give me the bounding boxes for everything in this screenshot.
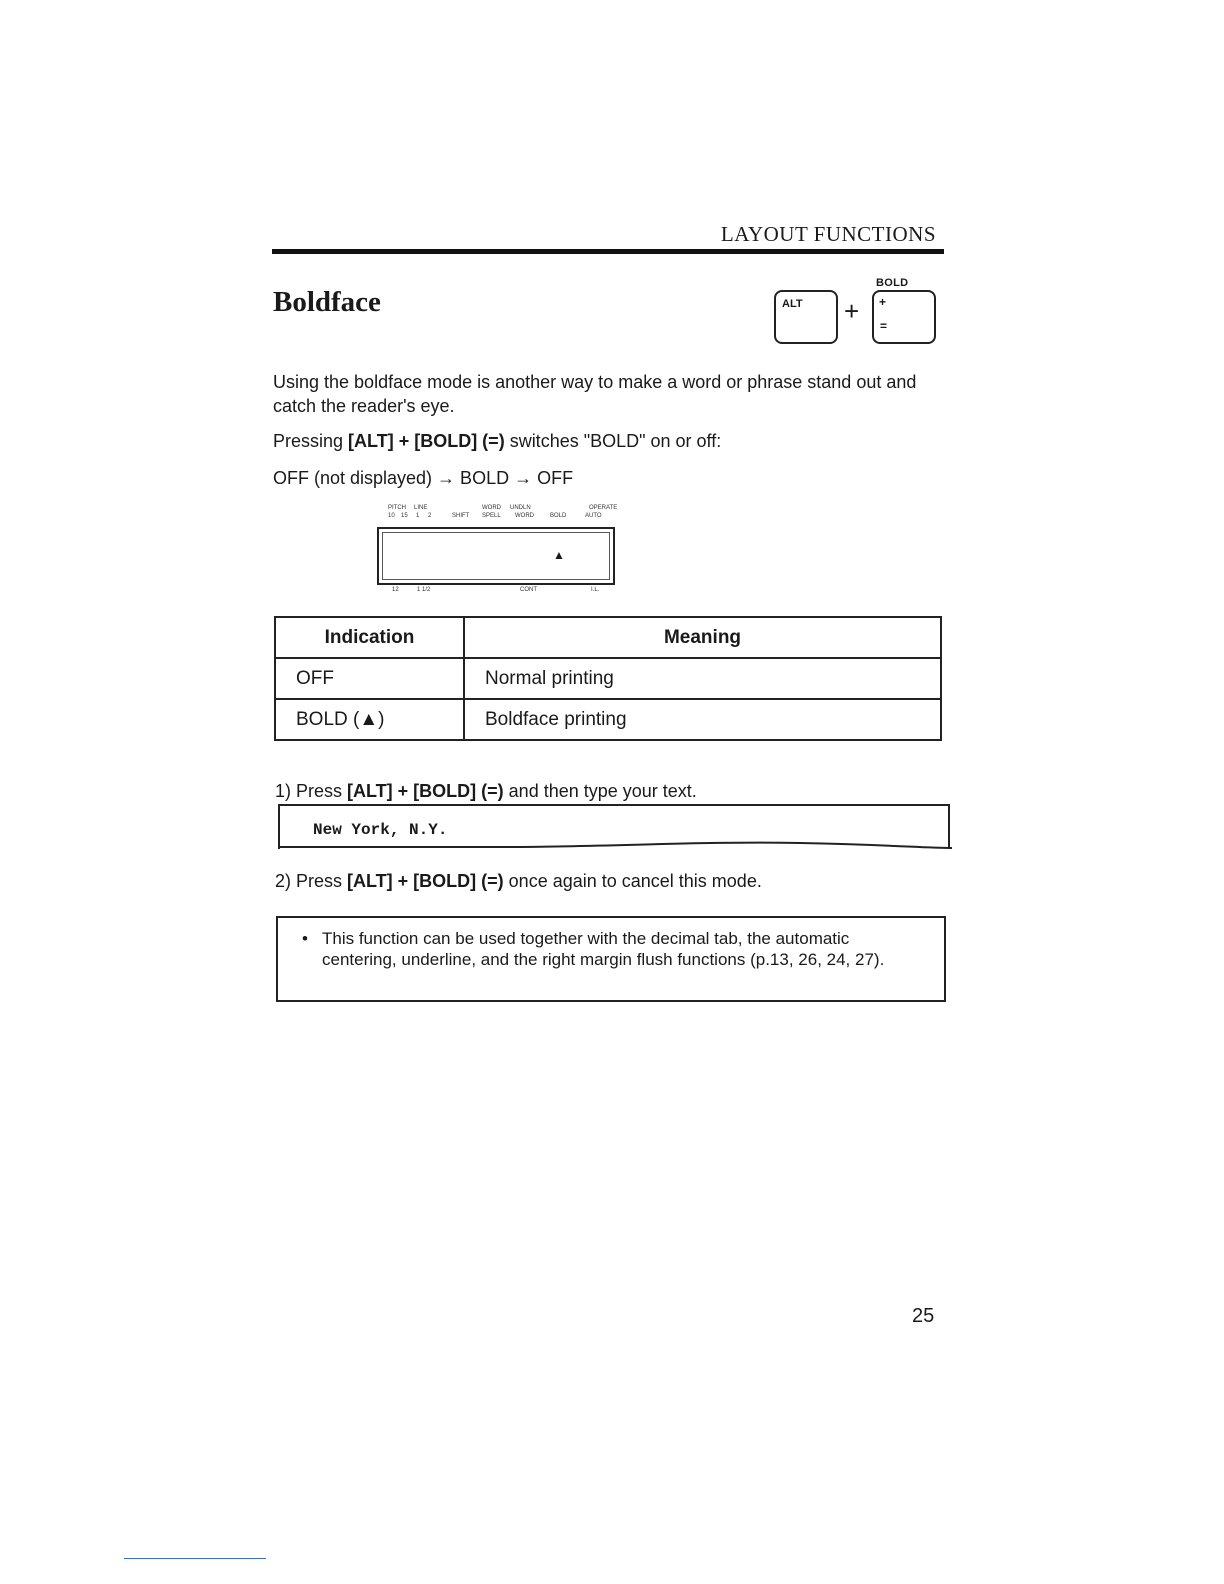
step-2	[275, 869, 762, 893]
note-text: This function can be used together with the decimal tab, the automatic centering, underline, and the right margin flush functions (p.13, 26, 24, 27).	[322, 929, 885, 969]
lcd-label-word2: WORD	[515, 513, 534, 519]
lcd-label-word: WORD	[482, 505, 501, 511]
lcd-screen	[377, 527, 615, 585]
bold-indicator-marker-icon: ▲	[553, 548, 565, 562]
lcd-screen-inner	[382, 532, 610, 580]
pressing-prefix: Pressing	[273, 431, 349, 451]
header-rule	[272, 249, 944, 254]
lcd-label-spell: SPELL	[482, 513, 501, 519]
note-box	[276, 916, 946, 1002]
step-1-keys: [ALT] + [BOLD] (=)	[347, 781, 504, 801]
intro-paragraph: Using the boldface mode is another way to make a word or phrase stand out and catch the reader's eye.	[273, 372, 917, 416]
lcd-label-1: 1	[416, 513, 420, 519]
example-torn-edge	[280, 839, 952, 849]
alt-key-icon	[774, 290, 838, 344]
bullet-icon: •	[302, 929, 308, 948]
lcd-label-il: I.L.	[591, 587, 600, 593]
table-cell-meaning: Boldface printing	[464, 699, 941, 740]
lcd-display-diagram	[370, 503, 620, 599]
bold-key-icon	[872, 290, 936, 344]
section-header: LAYOUT FUNCTIONS	[720, 222, 936, 246]
lcd-label-cont: CONT	[520, 587, 537, 593]
page-number: 25	[912, 1305, 935, 1327]
lcd-label-pitch: PITCH	[388, 505, 406, 511]
footer-line	[124, 1558, 266, 1559]
plus-sign: +	[844, 296, 860, 326]
table-cell-indication: BOLD (▲)	[275, 699, 464, 740]
lcd-label-operate: OPERATE	[589, 505, 618, 511]
lcd-label-auto: AUTO	[585, 513, 602, 519]
page-title: Boldface	[273, 286, 381, 318]
lcd-label-15: 15	[401, 513, 408, 519]
table-header-indication: Indication	[275, 617, 464, 658]
alt-key-label: ALT	[782, 298, 803, 310]
table-cell-indication: OFF	[275, 658, 464, 699]
lcd-label-12: 12	[392, 587, 399, 593]
lcd-label-2: 2	[428, 513, 432, 519]
table-row	[275, 658, 941, 699]
table-cell-meaning: Normal printing	[464, 658, 941, 699]
lcd-label-line: LINE	[414, 505, 428, 511]
table-row	[275, 699, 941, 740]
step-1	[275, 779, 697, 803]
step-1-prefix: 1) Press	[275, 781, 348, 801]
lcd-label-bold: BOLD	[550, 513, 567, 519]
example-text: New York, N.Y.	[313, 821, 448, 839]
table-header-meaning: Meaning	[464, 617, 941, 658]
bold-key-bottom-symbol: =	[880, 319, 888, 333]
step-1-suffix: and then type your text.	[503, 781, 697, 801]
bold-key-top-symbol: +	[879, 295, 887, 309]
step-2-keys: [ALT] + [BOLD] (=)	[347, 871, 504, 891]
step-2-suffix: once again to cancel this mode.	[503, 871, 762, 891]
bold-key-label: BOLD	[876, 277, 909, 289]
lcd-label-shift: SHIFT	[452, 513, 470, 519]
pressing-instruction	[273, 429, 721, 453]
table-header-row	[275, 617, 941, 658]
pressing-keys: [ALT] + [BOLD] (=)	[348, 431, 505, 451]
pressing-suffix: switches "BOLD" on or off:	[504, 431, 722, 451]
mode-sequence: OFF (not displayed) → BOLD → OFF	[273, 468, 574, 488]
step-2-prefix: 2) Press	[275, 871, 348, 891]
indication-table	[274, 616, 942, 741]
lcd-label-10: 10	[388, 513, 395, 519]
lcd-label-1-1-2: 1 1/2	[417, 587, 431, 593]
lcd-label-undln: UNDLN	[510, 505, 531, 511]
